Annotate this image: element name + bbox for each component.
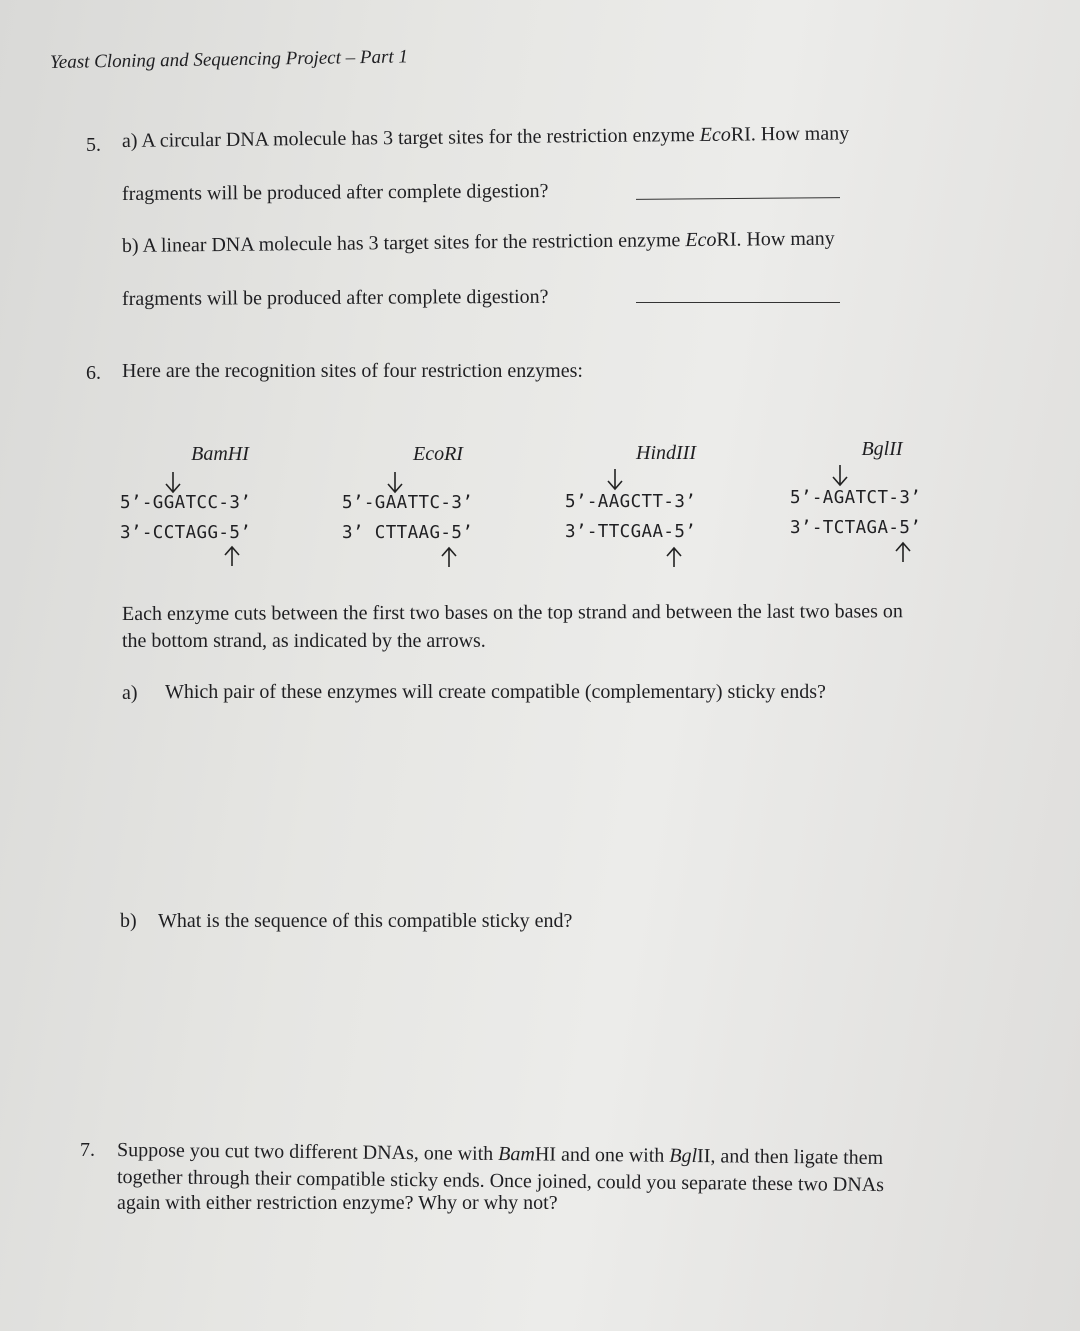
hindiii-top-strand: 5’-AAGCTT-3’ xyxy=(565,492,697,512)
q6b-label: b) xyxy=(120,910,137,932)
q6a-label: a) xyxy=(122,682,138,704)
q7-number: 7. xyxy=(80,1139,95,1161)
enzyme-name-bamhi: BamHI xyxy=(191,443,249,465)
q7-line1: Suppose you cut two different DNAs, one with BamHI and one with BglII, and then ligate them xyxy=(116,1139,884,1170)
ecori-top-strand: 5’-GAATTC-3’ xyxy=(342,493,474,513)
q7-answer-area[interactable] xyxy=(117,1225,997,1320)
down-arrow-icon xyxy=(605,467,625,493)
q6-explanation-line1: Each enzyme cuts between the first two bases on the top strand and between the last two bases on xyxy=(121,600,903,625)
enzyme-name-ecori: EcoRI xyxy=(413,443,463,465)
page-header: Yeast Cloning and Sequencing Project – Part 1 xyxy=(49,46,409,73)
hindiii-bottom-strand: 3’-TTCGAA-5’ xyxy=(565,522,697,542)
q5b-line1: b) A linear DNA molecule has 3 target sites for the restriction enzyme EcoRI. How many xyxy=(121,227,835,257)
enzyme-name-hindiii: HindIII xyxy=(636,442,696,464)
q5a-line1: a) A circular DNA molecule has 3 target sites for the restriction enzyme EcoRI. How many xyxy=(121,122,850,152)
bamhi-bottom-strand: 3’-CCTAGG-5’ xyxy=(120,523,252,543)
q5a-line2: fragments will be produced after complete digestion? xyxy=(121,180,549,205)
down-arrow-icon xyxy=(830,463,850,489)
bglii-top-strand: 5’-AGATCT-3’ xyxy=(790,488,922,508)
q6b-question: What is the sequence of this compatible sticky end? xyxy=(158,910,573,932)
q6a-answer-area[interactable] xyxy=(122,720,1002,900)
up-arrow-icon xyxy=(222,544,242,568)
q5b-line2: fragments will be produced after complete digestion? xyxy=(121,285,549,310)
bamhi-top-strand: 5’-GGATCC-3’ xyxy=(120,493,252,513)
q6-intro: Here are the recognition sites of four restriction enzymes: xyxy=(122,360,583,382)
q6b-answer-area[interactable] xyxy=(122,945,1002,1125)
enzyme-name-bglii: BglII xyxy=(861,438,903,460)
q6a-question: Which pair of these enzymes will create compatible (complementary) sticky ends? xyxy=(165,681,826,703)
q6-explanation-line2: the bottom strand, as indicated by the arrows. xyxy=(122,630,486,652)
up-arrow-icon xyxy=(893,540,913,564)
q7-line2: together through their compatible sticky ends. Once joined, could you separate these two DNAs xyxy=(116,1166,885,1197)
q6-number: 6. xyxy=(86,362,101,384)
up-arrow-icon xyxy=(664,545,684,569)
q7-line3: again with either restriction enzyme? Why or why not? xyxy=(117,1192,558,1214)
q5b-answer-blank[interactable] xyxy=(636,302,840,303)
up-arrow-icon xyxy=(439,545,459,569)
ecori-bottom-strand: 3’ CTTAAG-5’ xyxy=(342,523,474,543)
bglii-bottom-strand: 3’-TCTAGA-5’ xyxy=(790,518,922,538)
q5-number: 5. xyxy=(86,134,101,156)
q5a-answer-blank[interactable] xyxy=(636,197,840,200)
